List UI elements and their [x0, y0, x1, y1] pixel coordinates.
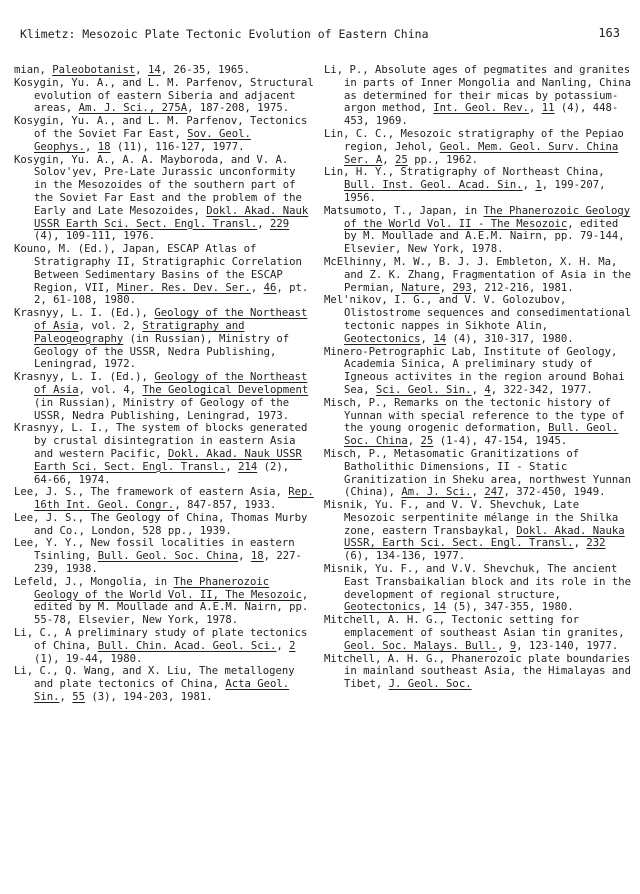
citation-text: ,: [471, 383, 485, 396]
citation-underlined-text: Dokl. Akad. Nauk USSR Earth Sci. Sect. Engl. Transl.: [34, 447, 302, 473]
citation-text: Kosygin, Yu. A., and L. M. Parfenov, Tectonics of the Soviet Far East,: [14, 115, 308, 140]
citation-text: Misch, P., Metasomatic Granitizations of Batholithic Dimensions, II - Static Granitization in Sheku area, northwest Yunnan (China),: [324, 447, 632, 499]
citation-text: , 123-140, 1977.: [516, 639, 619, 652]
reference-entry: [14, 486, 314, 512]
citation-underlined-text: 293: [452, 281, 472, 294]
reference-entry: [324, 166, 634, 204]
citation-underlined-text: 18: [250, 550, 264, 563]
citation-text: ,: [250, 281, 264, 294]
citation-text: Lefeld, J., Mongolia, in: [14, 575, 174, 588]
reference-entry: [324, 346, 634, 397]
citation-underlined-text: The Phanerozoic Geology of the World Vol. II, The Mesozoic: [34, 575, 302, 601]
reference-entry: [324, 256, 634, 294]
reference-entry: [324, 64, 634, 128]
citation-underlined-text: Paleobotanist: [52, 64, 136, 76]
citation-text: Minero-Petrographic Lab, Institute of Geology, Academia Sinica, A preliminary study of Igneous activites in the region around Bohai Sea,: [324, 345, 625, 396]
citation-underlined-text: Geology of the Northeast of Asia: [34, 371, 308, 396]
citation-underlined-text: Geotectonics: [344, 332, 421, 345]
citation-underlined-text: Acta Geol. Sin.: [34, 678, 290, 704]
citation-underlined-text: Geol. Mem. Geol. Surv. China Ser. A: [344, 140, 619, 166]
citation-underlined-text: Dokl. Akad. Nauk USSR Earth Sci. Sect. Engl. Transl.: [34, 204, 309, 230]
citation-text: ,: [497, 639, 510, 652]
citation-text: (6), 134-136, 1977.: [344, 550, 466, 563]
citation-text: ,: [238, 550, 251, 563]
citation-text: Lin, C. C., Mesozoic stratigraphy of the Pepiao region, Jehol,: [324, 127, 624, 153]
citation-text: ,: [257, 217, 270, 230]
reference-entry: [14, 77, 314, 115]
citation-text: Lin, H. Y., Stratigraphy of Northeast China,: [324, 166, 605, 179]
citation-text: (2), 64-66, 1974.: [34, 460, 290, 486]
citation-text: Misnik, Yu. F., and V. V. Shevchuk, Late Mesozoic serpentinite mélange in the Shilka zone, eastern Transbaykal,: [324, 499, 619, 537]
citation-underlined-text: 25: [420, 435, 434, 448]
citation-text: Li, C., A preliminary study of plate tectonics of China,: [14, 627, 308, 652]
citation-text: ,: [528, 102, 542, 115]
reference-entry: [14, 115, 314, 153]
reference-column-left: [14, 64, 314, 704]
citation-underlined-text: Stratigraphy and Paleogeography: [34, 319, 245, 345]
citation-underlined-text: 18: [97, 140, 111, 153]
citation-text: Krasnyy, L. I. (Ed.),: [14, 371, 155, 384]
citation-text: (11), 116-127, 1977.: [110, 140, 245, 153]
citation-text: (in Russian), Ministry of Geology of the USSR, Nedra Publishing, Leningrad, 1973.: [34, 396, 290, 422]
running-header: [20, 27, 620, 43]
citation-underlined-text: 46: [263, 281, 277, 294]
reference-entry: [324, 397, 634, 448]
reference-entry: [14, 512, 314, 538]
citation-text: Krasnyy, L. I. (Ed.),: [14, 307, 155, 320]
citation-underlined-text: 214: [238, 460, 258, 473]
running-title: Klimetz: Mesozoic Plate Tectonic Evolution of Eastern China: [20, 27, 429, 41]
citation-text: (5), 347-355, 1980.: [446, 601, 574, 614]
citation-text: , 847-857, 1933.: [174, 499, 277, 512]
reference-entry: [14, 371, 314, 422]
citation-text: , vol. 2,: [78, 319, 143, 332]
reference-entry: [14, 243, 314, 307]
citation-text: McElhinny, M. W., B. J. J. Embleton, X. H. Ma, and Z. K. Zhang, Fragmentation of Asia in the Permian,: [324, 255, 632, 294]
citation-text: , edited by M. Moullade and A.E.M. Nairn, pp. 79-144, Elsevier, New York, 1978.: [344, 217, 625, 256]
reference-entry: [14, 64, 314, 77]
citation-text: (4), 310-317, 1980.: [446, 332, 574, 345]
citation-text: , 212-216, 1981.: [471, 281, 574, 294]
citation-text: , 372-450, 1949.: [503, 486, 606, 499]
citation-text: Kouno, M. (Ed.), Japan, ESCAP Atlas of Stratigraphy II, Stratigraphic Correlation Between Sedimentary Basins of the ESCAP Region, VII,: [14, 243, 302, 294]
citation-text: , 322-342, 1977.: [490, 383, 593, 396]
citation-text: ,: [276, 639, 290, 652]
citation-text: , edited by M. Moullade and A.E.M. Nairn, pp. 55-78, Elsevier, New York, 1978.: [34, 588, 309, 627]
reference-entry: [324, 614, 634, 652]
reference-entry: [324, 448, 634, 499]
reference-entry: [14, 422, 314, 486]
citation-underlined-text: 14: [433, 332, 447, 345]
citation-text: (1), 19-44, 1980.: [34, 652, 143, 665]
citation-underlined-text: The Geological Development: [142, 383, 309, 396]
citation-text: ,: [420, 601, 434, 614]
citation-text: , vol. 4,: [78, 383, 143, 396]
citation-text: ,: [471, 486, 485, 499]
citation-text: Li, C., Q. Wang, and X. Liu, The metallogeny and plate tectonics of China,: [14, 665, 295, 691]
reference-entry: [14, 537, 314, 575]
reference-entry: [14, 627, 314, 665]
citation-text: (4), 109-111, 1976.: [34, 230, 156, 243]
citation-underlined-text: Bull. Geol. Soc. China: [97, 550, 239, 563]
reference-entry: [324, 294, 634, 345]
citation-underlined-text: Nature: [401, 281, 440, 294]
reference-entry: [14, 665, 314, 703]
reference-entry: [14, 576, 314, 627]
citation-text: Matsumoto, T., Japan, in: [324, 204, 484, 217]
citation-underlined-text: Am. J. Sci., 275A: [78, 102, 188, 115]
citation-underlined-text: Sci. Geol. Sin.: [375, 383, 472, 396]
citation-text: ,: [382, 153, 396, 166]
citation-text: ,: [135, 64, 148, 76]
citation-text: ,: [439, 281, 453, 294]
citation-text: ,: [85, 140, 98, 153]
citation-text: Mitchell, A. H. G., Phanerozoic plate boundaries in mainland southeast Asia, the Himalayas and Tibet,: [324, 652, 632, 691]
citation-text: Mitchell, A. H. G., Tectonic setting for emplacement of southeast Asian tin granites,: [324, 614, 625, 640]
citation-underlined-text: J. Geol. Soc.: [388, 678, 472, 691]
citation-text: , 187-208, 1975.: [187, 102, 290, 115]
citation-text: Krasnyy, L. I., The system of blocks generated by crustal disintegration in eastern Asia and western Pacific,: [14, 422, 308, 460]
citation-text: mian,: [14, 64, 53, 76]
citation-text: , 227-239, 1938.: [34, 550, 302, 576]
citation-underlined-text: 232: [586, 537, 606, 550]
citation-underlined-text: Geol. Soc. Malays. Bull.: [344, 639, 498, 652]
citation-underlined-text: 14: [147, 64, 161, 76]
citation-text: , 199-207, 1956.: [344, 179, 606, 204]
citation-text: ,: [573, 537, 587, 550]
citation-text: (4), 448-453, 1969.: [344, 102, 619, 128]
citation-underlined-text: Rep. 16th Int. Geol. Congr.: [34, 486, 314, 512]
citation-text: ,: [59, 691, 73, 704]
citation-text: , 26-35, 1965.: [160, 64, 251, 76]
citation-text: Lee, J. S., The framework of eastern Asia,: [14, 486, 289, 499]
citation-underlined-text: Bull. Geol. Soc. China: [344, 422, 619, 448]
citation-underlined-text: 9: [509, 639, 517, 652]
citation-text: (3), 194-203, 1981.: [85, 691, 213, 704]
page-number: 163: [598, 26, 620, 40]
citation-text: ,: [407, 435, 421, 448]
citation-underlined-text: Dokl. Akad. Nauka USSR, Earth Sci. Sect. Engl. Transl.: [344, 524, 625, 550]
citation-text: Misnik, Yu. F., and V.V. Shevchuk, The ancient East Transbaikalian block and its role in the development of regional structure,: [324, 563, 632, 601]
citation-text: Li, P., Absolute ages of pegmatites and granites in parts of Inner Mongolia and Nanling, China as determined for their micas by potassium-argon method,: [324, 64, 632, 115]
citation-text: ,: [420, 332, 434, 345]
citation-underlined-text: Sov. Geol. Geophys.: [34, 127, 251, 153]
reference-entry: [324, 653, 634, 691]
citation-text: , pt. 2, 61-108, 1980.: [34, 281, 309, 307]
citation-underlined-text: 1: [535, 179, 542, 192]
citation-underlined-text: Miner. Res. Dev. Ser.: [116, 281, 251, 294]
citation-text: Lee, Y. Y., New fossil localities in eastern Tsinling,: [14, 537, 295, 563]
reference-column-right: [324, 64, 634, 691]
citation-text: pp., 1962.: [407, 153, 478, 166]
reference-entry: [324, 128, 634, 166]
citation-underlined-text: Bull. Inst. Geol. Acad. Sin.: [344, 179, 523, 192]
citation-text: ,: [225, 460, 239, 473]
citation-text: Misch, P., Remarks on the tectonic history of Yunnan with special reference to the type of the young orogenic deformation,: [324, 396, 625, 435]
citation-text: Mel'nikov, I. G., and V. V. Golozubov, Olistostrome sequences and consedimentational tectonic nappes in Sikhote Alin,: [324, 294, 632, 332]
citation-underlined-text: 229: [270, 217, 290, 230]
citation-underlined-text: 11: [541, 102, 555, 115]
reference-entry: [324, 563, 634, 614]
citation-underlined-text: Geotectonics: [344, 601, 421, 614]
citation-underlined-text: 55: [72, 691, 86, 704]
reference-entry: [324, 499, 634, 563]
reference-entry: [14, 307, 314, 371]
citation-underlined-text: 4: [484, 383, 491, 396]
citation-text: (in Russian), Ministry of Geology of the USSR, Nedra Publishing, Leningrad, 1972.: [34, 332, 290, 371]
citation-text: Lee, J. S., The Geology of China, Thomas Murby and Co., London, 528 pp., 1939.: [14, 511, 308, 537]
citation-text: (1-4), 47-154, 1945.: [433, 435, 568, 448]
citation-text: Kosygin, Yu. A., and L. M. Parfenov, Structural evolution of eastern Siberia and adjacent areas,: [14, 76, 314, 115]
citation-underlined-text: The Phanerozoic Geology of the World Vol. II - The Mesozoic: [344, 204, 631, 230]
citation-underlined-text: Bull. Chin. Acad. Geol. Sci.: [97, 639, 277, 652]
citation-underlined-text: Int. Geol. Rev.: [433, 102, 529, 115]
citation-text: Kosygin, Yu. A., A. A. Mayboroda, and V. A. Solov'yev, Pre-Late Jurassic unconformity in the Mesozoides of the southern part of the Soviet Far East and the problem of the Early and Late Mesozoides,: [14, 153, 302, 217]
citation-text: ,: [522, 179, 536, 192]
citation-underlined-text: 25: [395, 153, 408, 166]
citation-underlined-text: Am. J. Sci.: [401, 486, 472, 499]
citation-underlined-text: 2: [289, 639, 296, 652]
citation-underlined-text: 14: [433, 601, 447, 614]
reference-entry: [14, 154, 314, 244]
citation-underlined-text: 247: [484, 486, 504, 499]
citation-underlined-text: Geology of the Northeast of Asia: [34, 307, 308, 332]
reference-entry: [324, 205, 634, 256]
